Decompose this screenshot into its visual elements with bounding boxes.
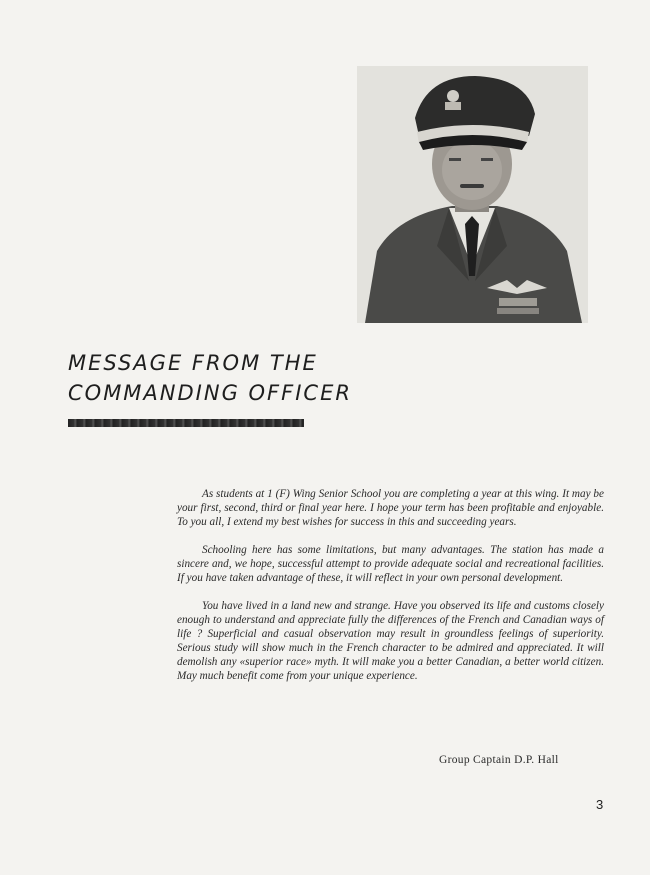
page-number: 3 <box>596 797 604 812</box>
title-line-1: MESSAGE FROM THE <box>68 351 318 375</box>
officer-portrait-photo <box>357 66 588 323</box>
message-paragraph-3: You have lived in a land new and strange. Have you observed its life and customs closely enough to understand and appreciate fully the differences of the French and Canadian ways of life ? Superficial and casual observation may result in groundless feelings of superiority. Serious study will show much in the French character to be admired and appreciated. It will demolish any «superior race» myth. It will make you a better Canadian, a better world citizen. May much benefit come from your unique experience. <box>177 600 604 682</box>
page-title <box>68 348 352 408</box>
message-paragraph-1: As students at 1 (F) Wing Senior School you are completing a year at this wing. It may be your first, second, third or final year here. I hope your term has been profitable and enjoyable. To you all, I extend my best wishes for success in this and succeeding years. <box>177 488 604 528</box>
title-underline-rule <box>68 419 304 427</box>
message-body <box>177 487 604 697</box>
signature: Group Captain D.P. Hall <box>439 754 559 766</box>
message-paragraph-2: Schooling here has some limitations, but many advantages. The station has made a sincere and, we hope, successful attempt to provide adequate social and recreational facilities. If you have taken advantage of these, it will reflect in your own personal development. <box>177 544 604 584</box>
title-line-2: COMMANDING OFFICER <box>68 381 352 405</box>
